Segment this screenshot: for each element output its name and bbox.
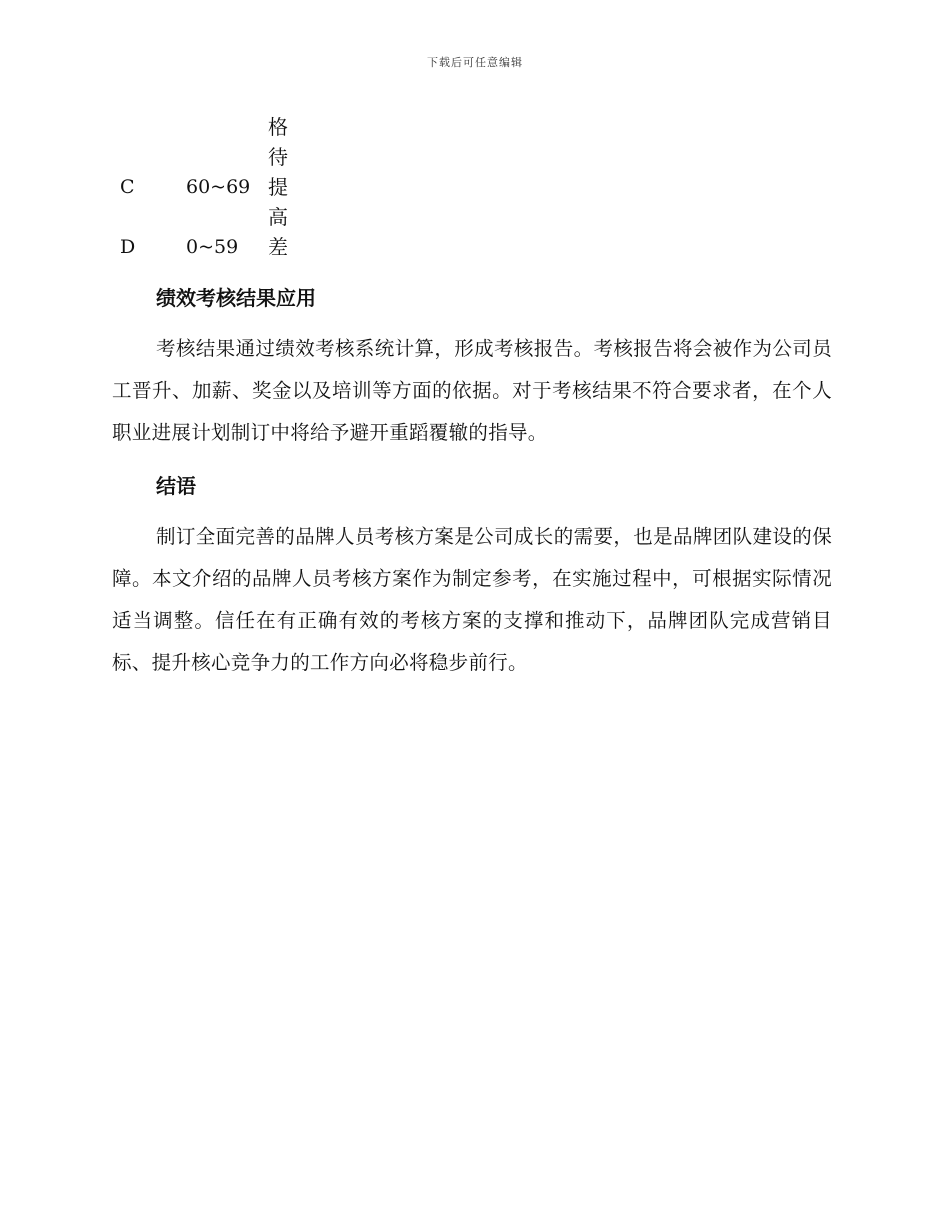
section-paragraph-conclusion: 制订全面完善的品牌人员考核方案是公司成长的需要，也是品牌团队建设的保障。本文介绍的品牌人员考核方案作为制定参考，在实施过程中，可根据实际情况适当调整。信任在有正确有效的考核方案的支撑和推动下，品牌团队完成营销目标、提升核心竞争力的工作方向必将稳步前行。 — [112, 525, 832, 674]
grade-cell: C — [120, 176, 135, 198]
evaluation-cell — [268, 142, 298, 232]
grade-row-d — [112, 232, 298, 262]
evaluation-char: 差 — [268, 235, 288, 259]
evaluation-char: 提 — [268, 175, 288, 199]
grade-row-continued — [112, 112, 298, 142]
section-paragraph-results-application: 考核结果通过绩效考核系统计算，形成考核报告。考核报告将会被作为公司员工晋升、加薪、奖金以及培训等方面的依据。对于考核结果不符合要求者，在个人职业进展计划制订中将给予避开重蹈覆辙的指导。 — [112, 337, 832, 444]
document-body — [112, 280, 832, 684]
grade-table — [112, 112, 298, 262]
score-range-cell: 60~69 — [186, 176, 251, 198]
evaluation-cell — [268, 112, 298, 142]
score-range-cell: 0~59 — [186, 236, 239, 258]
evaluation-char: 高 — [268, 205, 288, 229]
evaluation-cell — [268, 232, 298, 262]
evaluation-char: 格 — [268, 115, 288, 139]
evaluation-char: 待 — [268, 145, 288, 169]
section-heading-conclusion: 结语 — [156, 474, 196, 498]
page-header: 下载后可任意编辑 — [427, 56, 523, 69]
section-heading-results-application: 绩效考核结果应用 — [156, 286, 316, 310]
grade-cell: D — [120, 236, 136, 258]
grade-row-c — [112, 142, 298, 232]
